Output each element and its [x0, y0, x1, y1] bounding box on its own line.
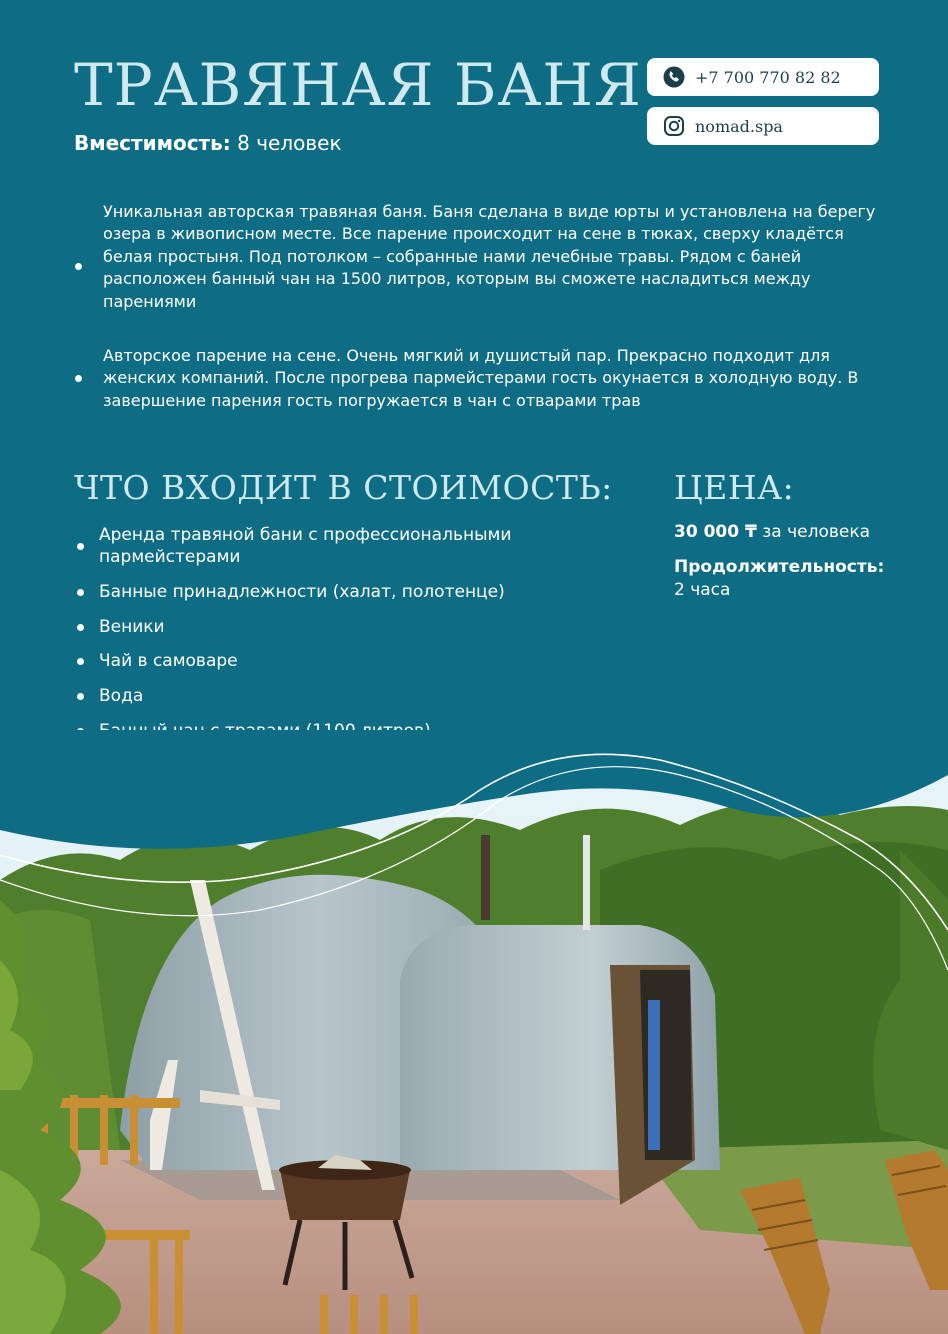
list-item: Чай в самоваре [74, 650, 594, 672]
phone-number: +7 700 770 82 82 [695, 67, 841, 87]
capacity-label: Вместимость: [74, 131, 231, 155]
description-paragraph-2: Авторское парение на сене. Очень мягкий и душистый пар. Прекрасно подходит для женских компаний. После прогрева пармейстерами гость окунается в холодную воду. В завершение парения гость погружается в чан с отварами трав [103, 346, 859, 410]
capacity-value: 8 человек [237, 131, 342, 155]
phone-contact-button[interactable] [647, 58, 879, 96]
phone-icon [663, 66, 685, 88]
page-title: ТРАВЯНАЯ БАНЯ [74, 51, 642, 119]
price-amount: 30 000 ₸ [674, 522, 757, 542]
paragraph-bullet [75, 375, 82, 382]
paragraph-bullet [75, 263, 82, 270]
price-line [674, 522, 870, 542]
instagram-contact-button[interactable] [647, 107, 879, 145]
list-item: Банные принадлежности (халат, полотенце) [74, 581, 594, 603]
list-item: Веники [74, 616, 594, 638]
list-item: Вода [74, 685, 594, 707]
list-item: Аренда травяной бани с профессиональными пармейстерами [74, 524, 594, 568]
description-paragraph-1: Уникальная авторская травяная баня. Баня сделана в виде юрты и установлена на берегу озера в живописном месте. Все парение происходит на сене в тюках, сверху кладётся белая простыня. Под потолком – собранные нами лечебные травы. Рядом с баней расположен банный чан на 1500 литров, которым вы сможете насладиться между парениями [103, 202, 876, 311]
instagram-handle: nomad.spa [695, 116, 783, 136]
bathhouse-photo [0, 730, 948, 1334]
price-heading: ЦЕНА: [674, 468, 795, 507]
duration-label: Продолжительность: [674, 557, 885, 577]
duration-value: 2 часа [674, 580, 731, 600]
instagram-icon [663, 115, 685, 137]
capacity-line [74, 131, 342, 155]
included-heading: ЧТО ВХОДИТ В СТОИМОСТЬ: [74, 468, 613, 507]
price-per: за человека [762, 522, 871, 542]
included-list [74, 524, 594, 755]
